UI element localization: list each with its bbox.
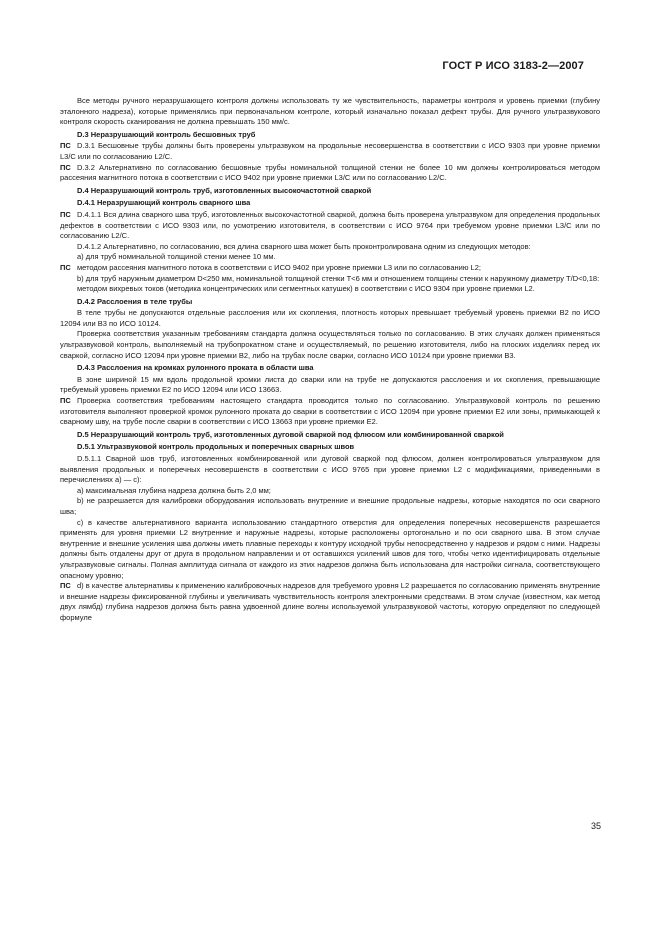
paragraph-text: D.5.1.1 Сварной шов труб, изготовленных комбинированной или дуговой сваркой под флюсом, должен контролироваться ультразвуком для выявления продольных и поперечных несовершенств в соответствии с ИСО 9765 при уровне приемки L2 с модификациями, приведенными в перечислениях a) — c): [60, 454, 600, 485]
paragraph-with-marker [60, 581, 600, 623]
section-heading [60, 430, 600, 441]
paragraph-text: методом рассеяния магнитного потока в соответствии с ИСО 9402 при уровне приемки L3 или по согласованию L2; [77, 262, 481, 272]
ps-marker: ПС [60, 581, 71, 591]
ps-marker: ПС [60, 162, 71, 172]
section-heading-text: D.4 Неразрушающий контроль труб, изготовленных высокочастотной сваркой [77, 185, 372, 195]
paragraph-text: D.4.1.1 Вся длина сварного шва труб, изготовленных высокочастотной сваркой, должна быть проверена ультразвуком для определения продольных дефектов в соответствии с ИСО 9303 или, по усмотрению изготовителя, в соответствии с ИСО 9764 при требуемом уровне приемки L3/C или по согласованию L2/C. [60, 209, 600, 241]
paragraph-text: Все методы ручного неразрушающего контроля должны использовать ту же чувствительность, параметры контроля и уровень приемки (глубину эталонного надреза), которые применялись при первоначальном контроле, который изначально показал дефект трубы. Для ручного ультразвукового контроля скорость сканирования не должна превышать 150 мм/с. [60, 96, 600, 127]
section-heading [60, 442, 600, 453]
paragraph-text: В зоне шириной 15 мм вдоль продольной кромки листа до сварки или на трубе не допускаются расслоения и их скопления, превышающие требуемый уровень приемки E2 по ИСО 12094 или ИСО 13663. [60, 374, 600, 395]
paragraph [60, 242, 600, 253]
paragraph-text: Проверка соответствия требованиям настоящего стандарта проводится только по согласованию. Ультразвуковой контроль по решению изготовителя выполняют проверкой кромок рулонного проката до сварки в соответствии с ИСО 12094 при уровне приемки E2 или зоны, примыкающей к сварному шву, на трубе после сварки в соответствии с ИСО 13663 при уровне приемки E2. [60, 396, 600, 427]
paragraph-with-marker [60, 263, 600, 274]
paragraph-with-marker [60, 210, 600, 242]
document-body [60, 96, 600, 624]
section-heading-text: D.3 Неразрушающий контроль бесшовных труб [77, 129, 256, 139]
section-heading-text: D.4.2 Расслоения в теле трубы [77, 296, 193, 306]
paragraph [60, 329, 600, 361]
paragraph-text: методом вихревых токов (методика концентрических или сегментных катушек) в соответствии с ИСО 9304 при уровне приемки L2. [77, 284, 535, 294]
paragraph-text: b) не разрешается для калибровки оборудования использовать внутренние и внешние продольные надрезы, которые находятся по оси сварного шва; [60, 496, 600, 516]
paragraph-text: c) в качестве альтернативного варианта использованию стандартного отверстия для определения поперечных несовершенств разрешается применять для уровня приемки L2 внутренние и наружные надрезы, которые расположены ортогонально и по оси сварного шва. В этом случае внутренние и внешние усиления шва должны иметь плавные переходы к контуру исходной трубы непосредственно у надрезов и рядом с ними. Надрезы должны быть отдалены друг от друга в продольном направлении и от оставшихся усилений швов для того, чтобы четко идентифицировать отдельные ультразвуковые сигналы. Полная амплитуда сигнала от каждого из этих надрезов должна быть использована для настройки сигнала, соответствующего опасному уровню; [60, 517, 600, 580]
section-heading [60, 130, 600, 141]
paragraph [60, 454, 600, 486]
paragraph [60, 518, 600, 582]
paragraph [60, 274, 600, 285]
paragraph [60, 496, 600, 517]
paragraph [60, 96, 600, 128]
paragraph-text: a) максимальная глубина надреза должна быть 2,0 мм; [77, 485, 271, 495]
paragraph-text: a) для труб номинальной толщиной стенки менее 10 мм. [77, 252, 276, 262]
section-heading [60, 297, 600, 308]
paragraph-text: В теле трубы не допускаются отдельные расслоения или их скопления, плотность которых превышает требуемый уровень приемки B2 по ИСО 12094 или B3 по ИСО 10124. [60, 308, 600, 328]
standard-header: ГОСТ Р ИСО 3183-2—2007 [442, 60, 584, 72]
paragraph [60, 252, 600, 263]
section-heading-text: D.4.1 Неразрушающий контроль сварного шва [77, 198, 251, 208]
section-heading [60, 363, 600, 374]
section-heading-text: D.4.3 Расслоения на кромках рулонного проката в области шва [77, 363, 314, 373]
paragraph-with-marker [60, 163, 600, 184]
section-heading [60, 198, 600, 209]
ps-marker: ПС [60, 141, 71, 151]
paragraph-text: D.3.1 Бесшовные трубы должны быть проверены ультразвуком на продольные несовершенства в соответствии с ИСО 9303 при уровне приемки L3/C или по согласованию L2/C. [60, 141, 600, 161]
section-heading-text: D.5.1 Ультразвуковой контроль продольных и поперечных сварных швов [77, 442, 355, 452]
paragraph-with-marker [60, 396, 600, 428]
ps-marker: ПС [60, 209, 71, 219]
paragraph [60, 486, 600, 497]
paragraph [60, 308, 600, 329]
ps-marker: ПС [60, 396, 71, 406]
paragraph-text: d) в качестве альтернативы к применению калибровочных надрезов для требуемого уровня L2 разрешается по согласованию применять внутренние и внешние надрезы фиксированной глубины и увеличивать чувствительность контроля электронными средствами. В этом случае (известном, как метод двух лямбд) глубина надрезов должна быть равна удвоенной длине волны используемой ультразвуковой частоты, которую определяют по следующей формуле [60, 581, 600, 622]
paragraph-with-marker [60, 141, 600, 162]
paragraph [60, 284, 600, 295]
paragraph-text: D.4.1.2 Альтернативно, по согласованию, вся длина сварного шва может быть проконтролирована одним из следующих методов: [77, 241, 531, 251]
section-heading [60, 186, 600, 197]
paragraph [60, 375, 600, 396]
paragraph-text: b) для труб наружным диаметром D<250 мм, номинальной толщиной стенки T<6 мм и отношением толщины стенки к наружному диаметру T/D<0,18: [77, 273, 600, 283]
page-number: 35 [590, 821, 601, 831]
paragraph-text: Проверка соответствия указанным требованиям стандарта должна осуществляться только по согласованию. В этих случаях должен применяться ультразвуковой контроль, выполняемый на трубопрокатном стане и осуществляемый, по решению изготовителя, либо на плоских изделиях перед их сваркой, согласно ИСО 12094 при уровне приемки B2, либо на трубах после сварки, согласно ИСО 10124 при уровне приемки B3. [60, 329, 600, 360]
paragraph-text: D.3.2 Альтернативно по согласованию бесшовные трубы номинальной толщиной стенки не более 10 мм должны контролироваться методом рассеяния магнитного потока в соответствии с ИСО 9402 при уровне приемки L3/C или по согласованию L2/C. [60, 162, 600, 183]
ps-marker: ПС [60, 262, 71, 272]
section-heading-text: D.5 Неразрушающий контроль труб, изготовленных дуговой сваркой под флюсом или комбинированной сваркой [77, 429, 504, 439]
